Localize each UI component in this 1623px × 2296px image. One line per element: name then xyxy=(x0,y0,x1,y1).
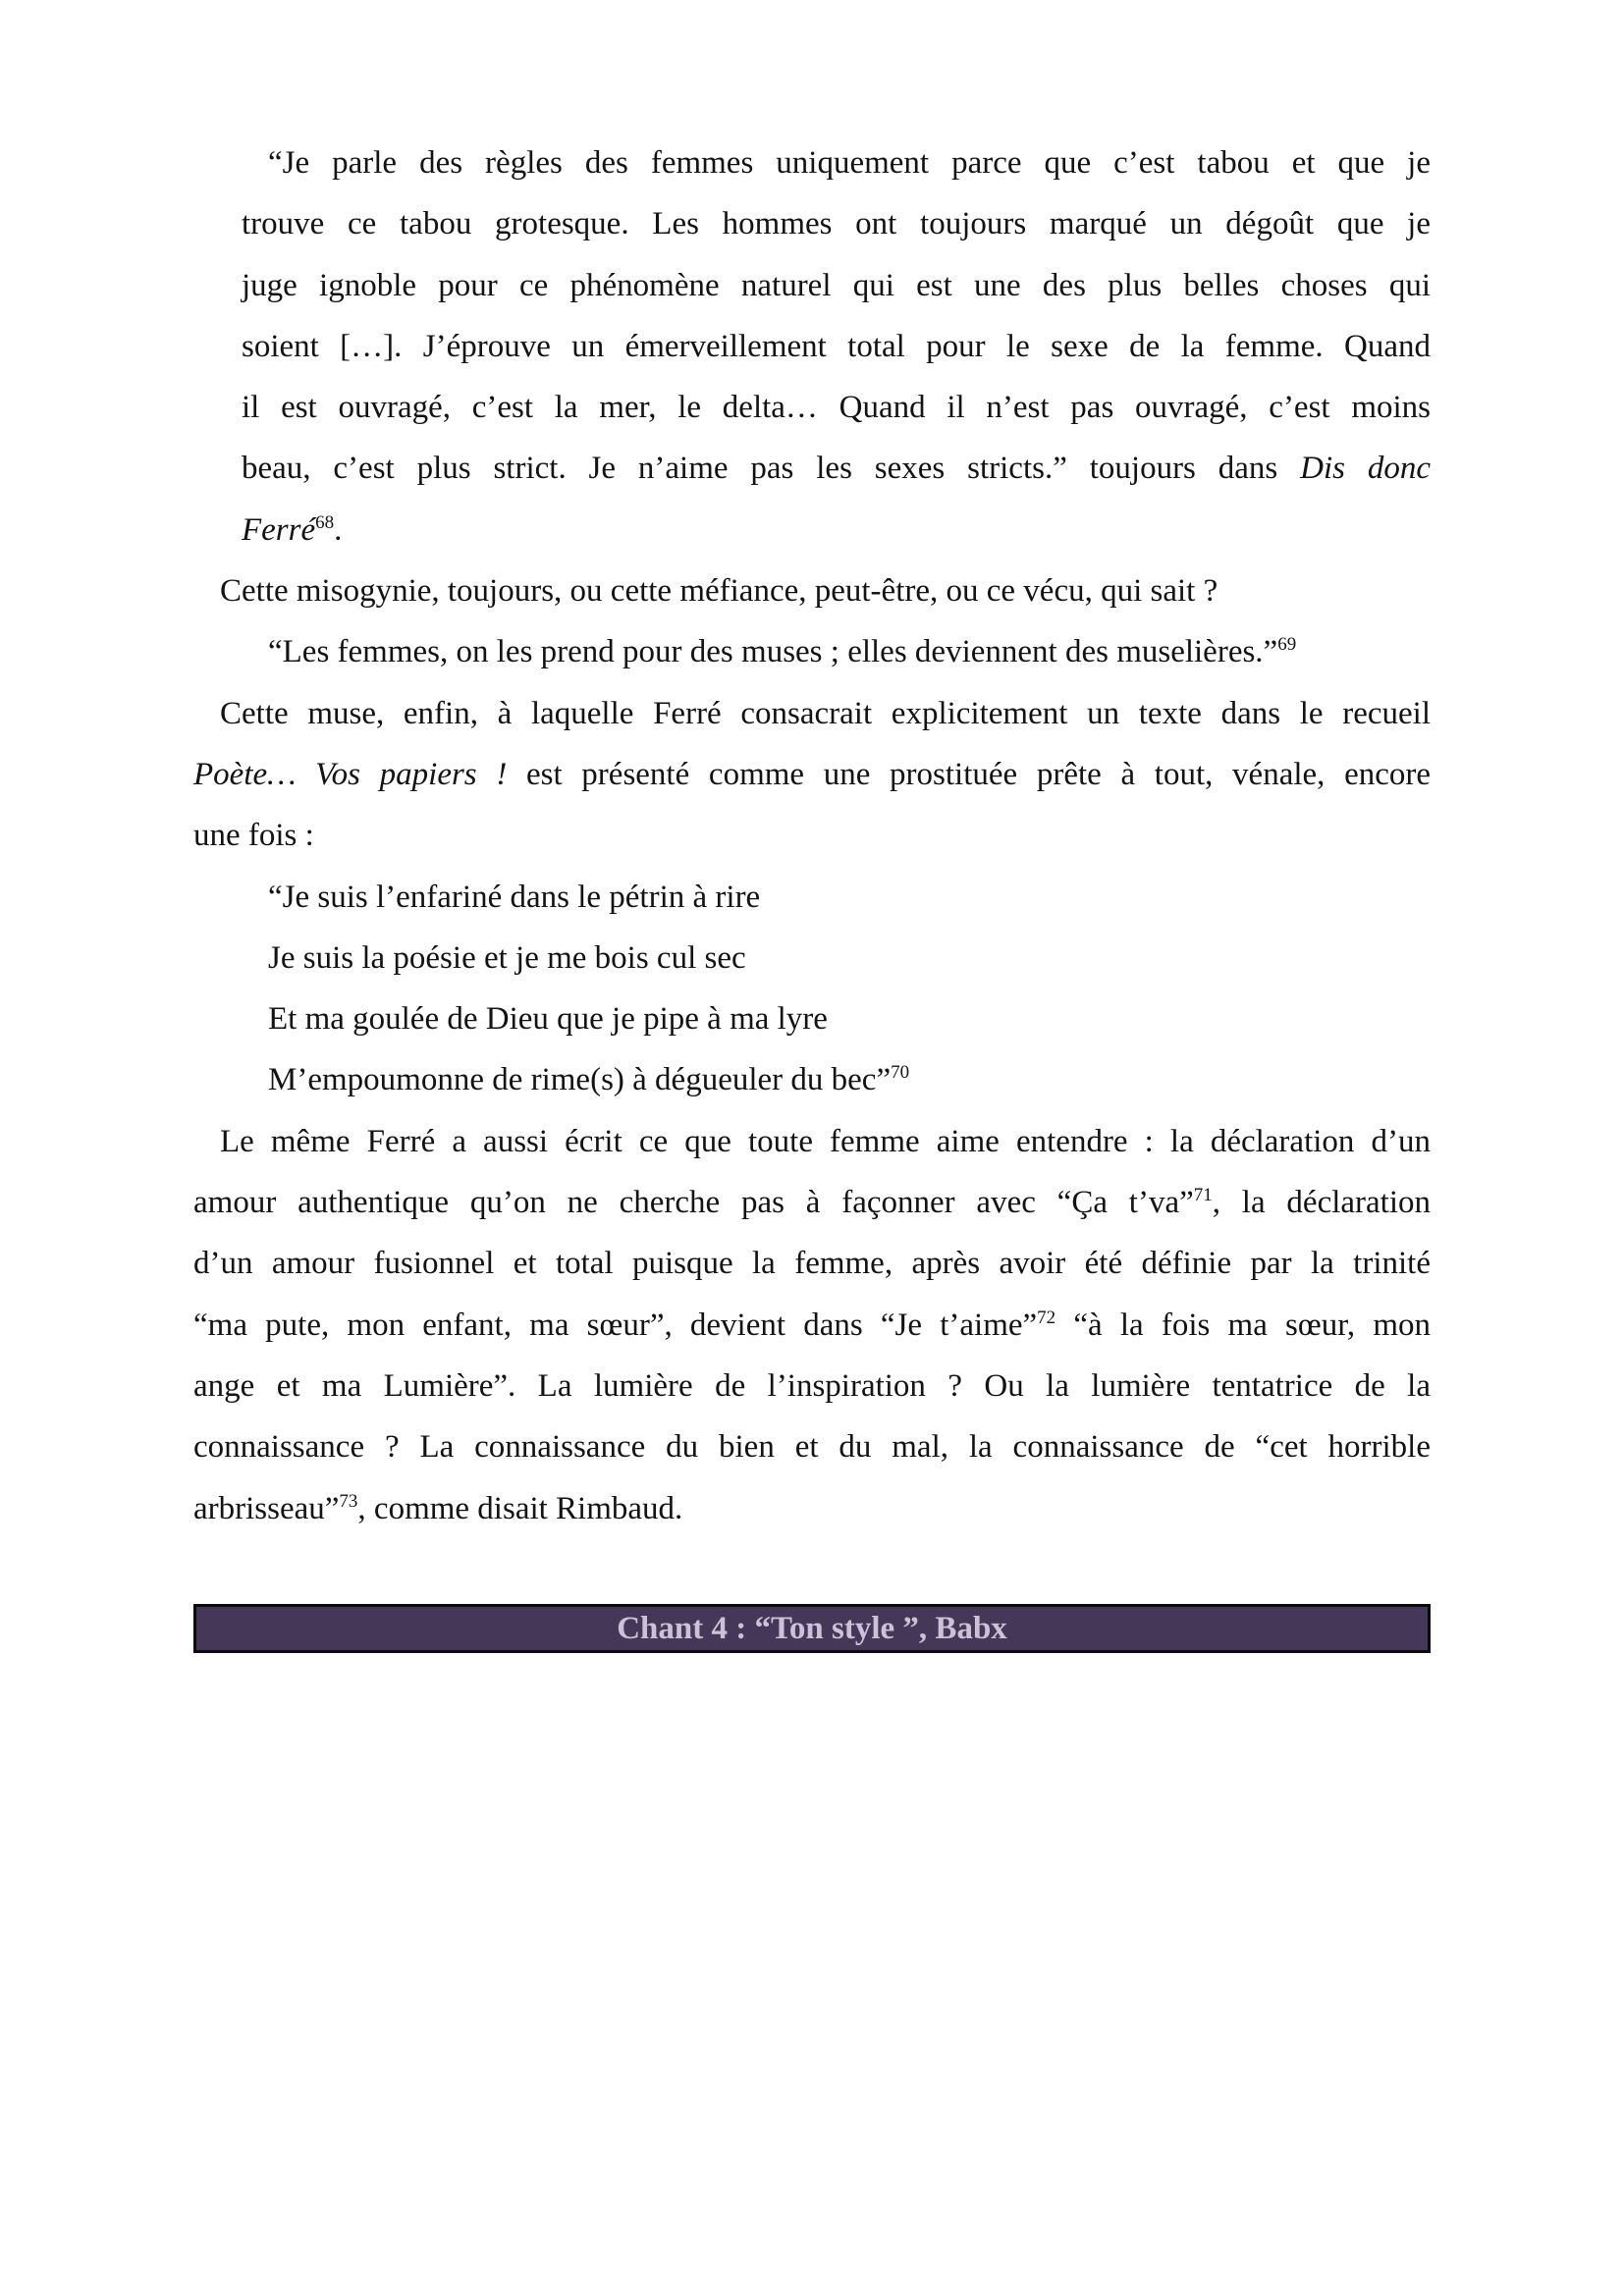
body-text: , la déclaration xyxy=(1212,1185,1432,1221)
body-text: Et ma goulée de Dieu que je pipe à ma lyre xyxy=(268,1001,828,1038)
body-text: une fois : xyxy=(193,818,314,854)
footnote-marker: 72 xyxy=(1037,1307,1056,1328)
body-text: soient […]. J’éprouve un émerveillement total pour le sexe de la femme. Quand xyxy=(242,328,1431,364)
text-line xyxy=(193,1172,1431,1233)
body-text: Le même Ferré a aussi écrit ce que toute femme aime entendre : la déclaration d’un xyxy=(220,1123,1431,1159)
body-text: d’un amour fusionnel et total puisque la femme, après avoir été définie par la trinité xyxy=(193,1246,1431,1282)
body-text: Cette misogynie, toujours, ou cette méfiance, peut-être, ou ce vécu, qui sait ? xyxy=(220,573,1218,610)
text-line xyxy=(193,805,1431,866)
text-line xyxy=(193,316,1431,377)
footnote-marker: 71 xyxy=(1193,1185,1213,1206)
text-line xyxy=(193,133,1431,193)
section-banner-label: Chant 4 : “Ton style ”, Babx xyxy=(617,1610,1007,1646)
footnote-marker: 69 xyxy=(1277,634,1297,656)
body-text: “Je parle des règles des femmes uniquement parce que c’est tabou et que je xyxy=(268,145,1431,181)
text-line xyxy=(193,1416,1431,1477)
section-banner xyxy=(193,1604,1431,1653)
text-line xyxy=(193,377,1431,438)
body-text: juge ignoble pour ce phénomène naturel qui est une des plus belles choses qui xyxy=(242,267,1431,303)
body-text: ange et ma Lumière”. La lumière de l’inspiration ? Ou la lumière tentatrice de la xyxy=(193,1367,1431,1404)
body-text: il est ouvragé, c’est la mer, le delta… Quand il n’est pas ouvragé, c’est moins xyxy=(242,390,1431,426)
text-line xyxy=(193,621,1431,682)
text-line xyxy=(193,928,1431,988)
text-line xyxy=(193,744,1431,805)
text-line xyxy=(193,1111,1431,1172)
body-text: M’empoumonne de rime(s) à dégueuler du bec” xyxy=(268,1062,892,1098)
document-body xyxy=(193,133,1431,1539)
body-text: amour authentique qu’on ne cherche pas à façonner avec “Ça t’va” xyxy=(193,1185,1194,1221)
text-line xyxy=(193,1478,1431,1539)
body-text: beau, c’est plus strict. Je n’aime pas les sexes stricts.” toujours dans xyxy=(242,451,1301,487)
body-text: Cette muse, enfin, à laquelle Ferré consacrait explicitement un texte dans le recueil xyxy=(220,695,1431,731)
footnote-marker: 68 xyxy=(315,511,335,533)
italic-text: Dis donc xyxy=(1300,451,1431,487)
body-text: , comme disait Rimbaud. xyxy=(357,1490,683,1526)
body-text: arbrisseau” xyxy=(193,1490,340,1526)
text-line xyxy=(193,438,1431,499)
text-line xyxy=(193,683,1431,744)
body-text: . xyxy=(334,511,343,548)
text-line xyxy=(193,1295,1431,1356)
text-line xyxy=(193,1233,1431,1294)
text-line xyxy=(193,1049,1431,1110)
text-line xyxy=(193,988,1431,1049)
body-text: trouve ce tabou grotesque. Les hommes ont toujours marqué un dégoût que je xyxy=(242,206,1431,242)
body-text: “Les femmes, on les prend pour des muses ; elles deviennent des muselières.” xyxy=(268,634,1278,670)
italic-text: Ferré xyxy=(242,511,316,548)
body-text: “ma pute, mon enfant, ma sœur”, devient dans “Je t’aime” xyxy=(193,1307,1038,1343)
text-line xyxy=(193,500,1431,561)
text-line xyxy=(193,561,1431,621)
body-text: “à la fois ma sœur, mon xyxy=(1055,1307,1431,1343)
text-line xyxy=(193,867,1431,928)
body-text: “Je suis l’enfariné dans le pétrin à rire xyxy=(268,879,761,915)
body-text: est présenté comme une prostituée prête à tout, vénale, encore xyxy=(507,756,1432,792)
footnote-marker: 70 xyxy=(891,1062,910,1084)
footnote-marker: 73 xyxy=(339,1490,358,1512)
body-text: connaissance ? La connaissance du bien et du mal, la connaissance de “cet horrible xyxy=(193,1429,1431,1466)
text-line xyxy=(193,193,1431,254)
text-line xyxy=(193,255,1431,316)
body-text: Je suis la poésie et je me bois cul sec xyxy=(268,939,746,976)
italic-text: Poète… Vos papiers ! xyxy=(193,756,508,792)
text-line xyxy=(193,1356,1431,1416)
